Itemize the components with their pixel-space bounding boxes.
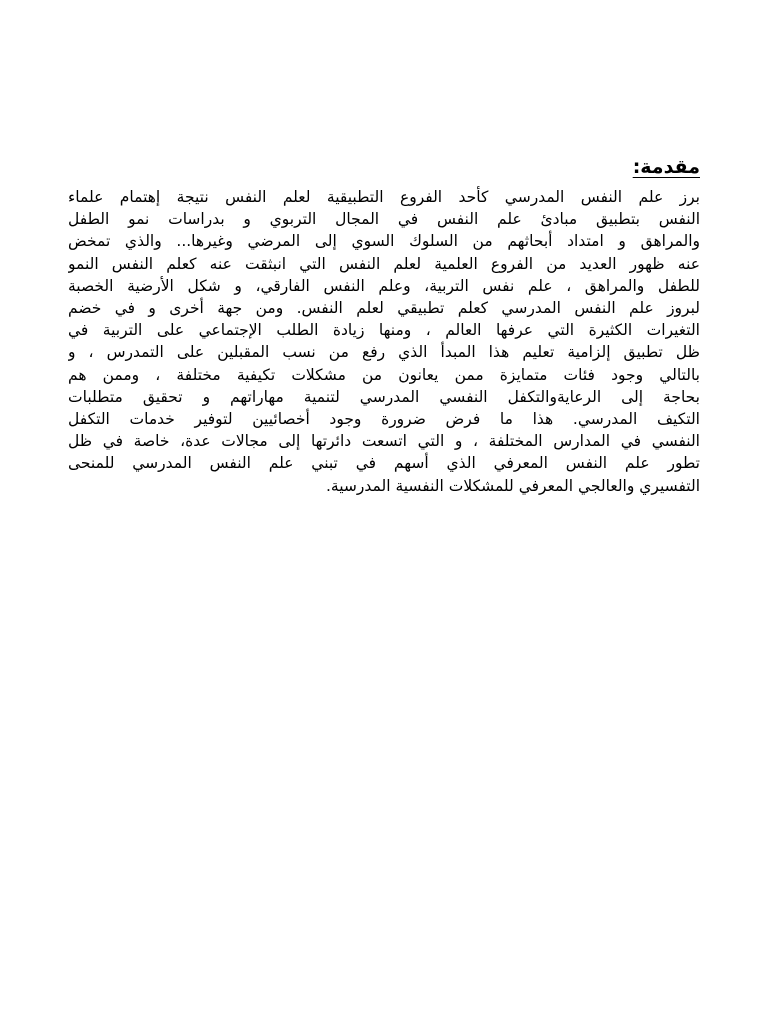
paragraph-line: التكيف المدرسي. هذا ما فرض ضرورة وجود أخصائيين لتوفير خدمات التكفل: [68, 410, 700, 429]
paragraph-line: التفسيري والعالجي المعرفي للمشكلات النفسية المدرسية.: [326, 476, 700, 495]
paragraph-line: لبروز علم النفس المدرسي كعلم تطبيقي لعلم النفس. ومن جهة أخرى و في خضم: [68, 299, 700, 318]
paragraph-line: عنه ظهور العديد من الفروع العلمية لعلم النفس التي انبثقت عنه كعلم النفس النمو: [68, 254, 700, 273]
paragraph-line: تطور علم النفس المعرفي الذي أسهم في تبني علم النفس المدرسي للمنحى: [68, 454, 700, 473]
section-heading: مقدمة:: [632, 156, 700, 178]
paragraph-line: والمراهق و امتداد أبحاثهم من السلوك السوي إلى المرضي وغيرها... والذي تمخض: [68, 232, 700, 251]
paragraph-line: التغيرات الكثيرة التي عرفها العالم ، ومنها زيادة الطلب الإجتماعي على التربية في: [68, 321, 700, 340]
paragraph-line: للطفل والمراهق ، علم نفس التربية، وعلم النفس الفارقي، و شكل الأرضية الخصبة: [68, 276, 700, 295]
paragraph: [68, 186, 700, 497]
paragraph-line: بحاجة إلى الرعايةوالتكفل النفسي المدرسي لتنمية مهاراتهم و تحقيق متطلبات: [68, 387, 700, 406]
paragraph-line: النفس بتطبيق مبادئ علم النفس في المجال التربوي و بدراسات نمو الطفل: [68, 210, 700, 229]
paragraph-line: برز علم النفس المدرسي كأحد الفروع التطبيقية لعلم النفس نتيجة إهتمام علماء: [68, 188, 700, 206]
paragraph-line: ظل تطبيق إلزامية تعليم هذا المبدأ الذي رفع من نسب المقبلين على التمدرس ، و: [68, 343, 700, 362]
paragraph-line: بالتالي وجود فئات متمايزة ممن يعانون من مشكلات تكيفية مختلفة ، وممن هم: [68, 365, 700, 384]
paragraph-line: النفسي في المدارس المختلفة ، و التي اتسعت دائرتها إلى مجالات عدة، خاصة في ظل: [68, 432, 700, 451]
document-body: [68, 152, 700, 497]
